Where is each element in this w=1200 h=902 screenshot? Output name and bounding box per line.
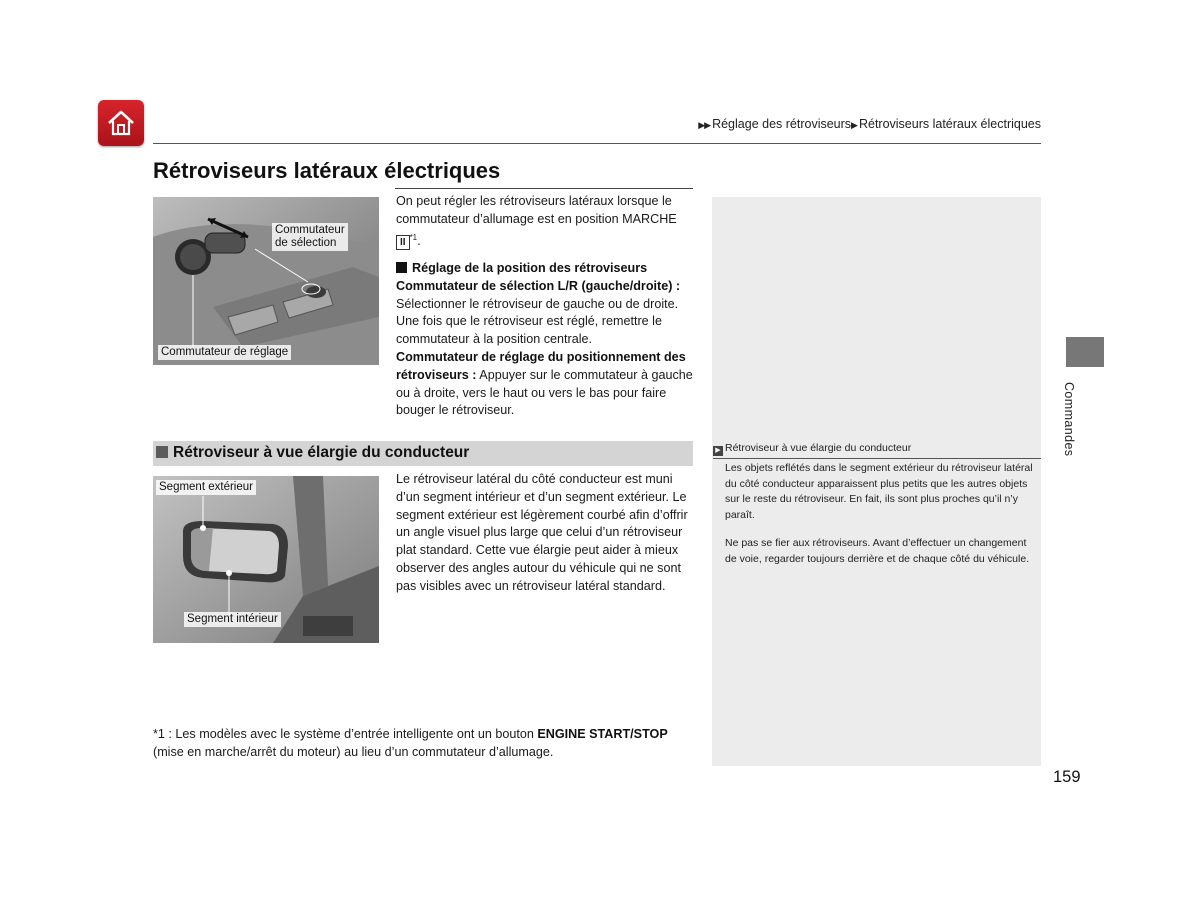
home-button[interactable] bbox=[98, 100, 144, 146]
note-heading bbox=[713, 441, 1041, 459]
breadcrumb bbox=[698, 117, 1041, 131]
note-title: Rétroviseur à vue élargie du conducteur bbox=[725, 442, 912, 454]
chapter-tab-label[interactable]: Commandes bbox=[1062, 382, 1076, 457]
breadcrumb-arrow-icon: ▶▶ bbox=[698, 120, 711, 130]
adjust-text: Appuyer sur le commutateur à gauche ou à droite, vers le haut ou vers le bas pour faire bouger le rétroviseur. bbox=[396, 367, 693, 418]
page-number: 159 bbox=[1053, 768, 1081, 786]
breadcrumb-separator-icon: ▶ bbox=[851, 120, 857, 130]
section-square-icon bbox=[156, 446, 168, 458]
footnote-ref: *1 bbox=[409, 232, 418, 242]
wide-view-mirror-illustration bbox=[153, 476, 379, 643]
section-title bbox=[156, 444, 469, 462]
footnote-suffix: (mise en marche/arrêt du moteur) au lieu d’un commutateur d’allumage. bbox=[153, 744, 554, 759]
adjust-mirror-block bbox=[396, 260, 694, 420]
outer-segment-callout: Segment extérieur bbox=[156, 480, 256, 495]
selector-switch-callout: Commutateur de sélection bbox=[272, 223, 348, 251]
adjust-label: Commutateur de réglage du positionnement des rétroviseurs : bbox=[396, 349, 686, 382]
bullet-square-icon bbox=[396, 262, 407, 273]
adjust-heading: Réglage de la position des rétroviseurs bbox=[412, 261, 648, 275]
page-title: Rétroviseurs latéraux électriques bbox=[153, 158, 501, 183]
wide-view-paragraph: Le rétroviseur latéral du côté conducteur est muni d’un segment intérieur et d’un segment extérieur. Le segment extérieur est légèrement courbé afin d’offrir un angle visuel plus large que celui d’un rétroviseur plat standard. Cette vue élargie peut aider à mieux observer des angles autour du véhicule qui ne sont pas visibles avec un rétroviseur latéral standard. bbox=[396, 472, 688, 593]
mirror-switch-illustration bbox=[153, 197, 379, 365]
note-paragraph-2: Ne pas se fier aux rétroviseurs. Avant d’effectuer un changement de voie, regarder toujours derrière et de chaque côté du véhicule. bbox=[725, 537, 1030, 565]
selector-label: Commutateur de sélection L/R (gauche/droite) : bbox=[396, 278, 681, 293]
breadcrumb-item-2[interactable]: Rétroviseurs latéraux électriques bbox=[858, 117, 1041, 131]
header-divider bbox=[153, 143, 1041, 144]
intro-text: On peut régler les rétroviseurs latéraux lorsque le commutateur d’allumage est en position MARCHE bbox=[396, 194, 677, 226]
note-link-icon: ▶ bbox=[713, 446, 723, 456]
footnote bbox=[153, 726, 698, 762]
home-icon bbox=[106, 108, 136, 138]
breadcrumb-item-1[interactable]: Réglage des rétroviseurs bbox=[712, 117, 852, 131]
selector-text: Sélectionner le rétroviseur de gauche ou de droite. Une fois que le rétroviseur est réglé, remettre le commutateur à la position centrale. bbox=[396, 296, 679, 347]
intro-end: . bbox=[417, 233, 421, 248]
ignition-position-icon: II bbox=[396, 235, 410, 250]
note-paragraph-1: Les objets reflétés dans le segment extérieur du rétroviseur latéral du côté conducteur apparaissent plus petits que les autres objets sur le reste du rétroviseur. En fait, ils sont plus proches qu’il n’y paraît. bbox=[725, 462, 1033, 521]
intro-paragraph bbox=[396, 193, 692, 251]
section-divider bbox=[395, 188, 693, 189]
adjust-switch-callout: Commutateur de réglage bbox=[158, 345, 291, 360]
footnote-prefix: *1 : Les modèles avec le système d’entrée intelligente ont un bouton bbox=[153, 727, 538, 741]
chapter-tab-marker[interactable] bbox=[1066, 337, 1104, 367]
inner-segment-callout: Segment intérieur bbox=[184, 612, 281, 627]
engine-button-name: ENGINE START/STOP bbox=[537, 727, 668, 741]
section-title-text: Rétroviseur à vue élargie du conducteur bbox=[173, 444, 470, 461]
